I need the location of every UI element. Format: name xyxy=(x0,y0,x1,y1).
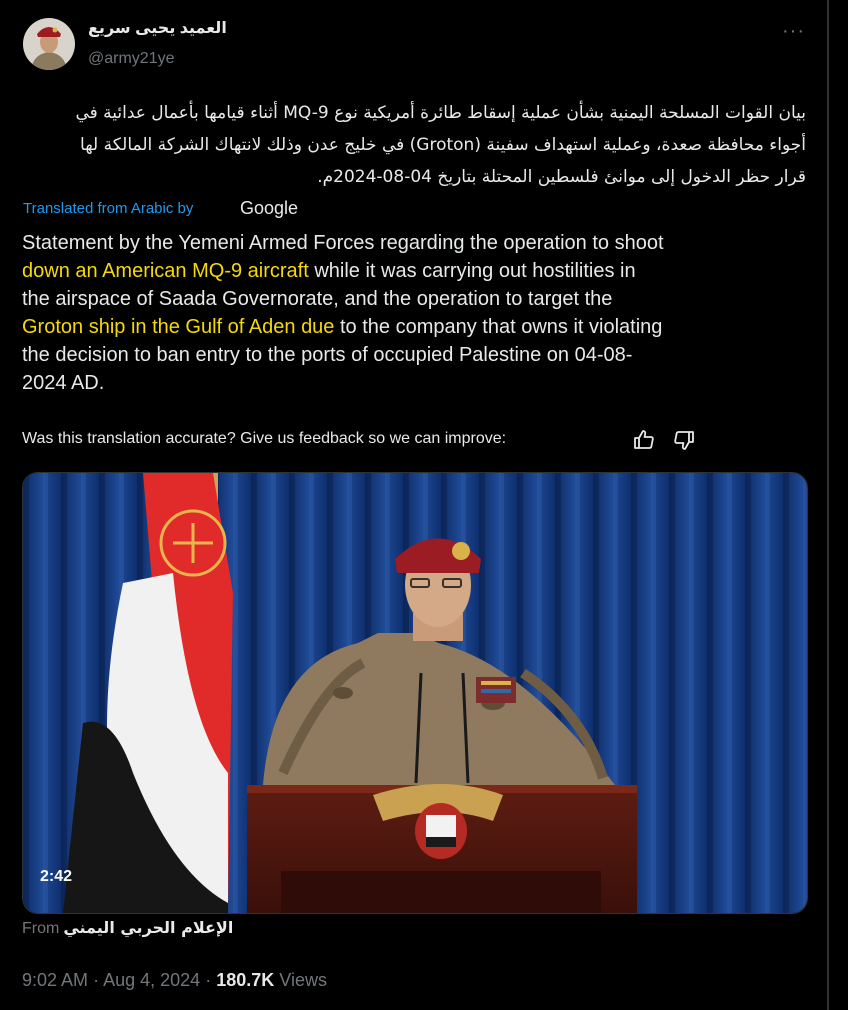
views-label: Views xyxy=(279,970,327,990)
translation-highlight: down an American MQ-9 aircraft xyxy=(22,260,309,282)
avatar[interactable] xyxy=(23,18,75,70)
translation-line: the airspace of Saada Governorate, and the operation to target the xyxy=(22,288,613,310)
translation-highlight: Groton ship in the Gulf of Aden due xyxy=(22,316,335,338)
translated-from-link[interactable]: Translated from Arabic by xyxy=(23,200,194,217)
timeline-border xyxy=(827,0,829,1010)
avatar-portrait xyxy=(23,18,75,70)
media-source[interactable]: الإعلام الحربي اليمني xyxy=(63,918,234,937)
author-display-name[interactable]: العميد يحيى سريع xyxy=(88,20,227,37)
original-line: بيان القوات المسلحة اليمنية بشأن عملية إسقاط طائرة أمريكية نوع MQ-9 أثناء قيامها بأعمال عدائية في xyxy=(75,103,806,123)
video-player[interactable] xyxy=(22,472,808,914)
thumbs-down-icon[interactable] xyxy=(672,428,696,452)
translation-line xyxy=(22,257,822,285)
video-duration: 2:42 xyxy=(40,868,73,885)
tweet-original-text xyxy=(30,97,806,193)
thumbs-up-icon[interactable] xyxy=(632,428,656,452)
translation-line: the decision to ban entry to the ports of occupied Palestine on 04-08- xyxy=(22,344,633,366)
views-count: 180.7K xyxy=(216,970,275,990)
translation-feedback-prompt: Was this translation accurate? Give us feedback so we can improve: xyxy=(22,430,507,447)
author-handle[interactable]: @army21ye xyxy=(88,50,175,67)
translation-fragment: to the company that owns it violating xyxy=(334,316,663,338)
video-thumbnail xyxy=(23,473,807,913)
original-line: أجواء محافظة صعدة، وعملية استهداف سفينة (Groton) في خليج عدن وذلك لانتهاك الشركة المالكة لها xyxy=(80,135,806,155)
tweet-date[interactable]: Aug 4, 2024 xyxy=(103,970,201,990)
translation-line: Statement by the Yemeni Armed Forces regarding the operation to shoot xyxy=(22,232,664,254)
more-options-icon[interactable]: ··· xyxy=(782,20,805,42)
tweet-meta xyxy=(22,970,327,991)
podium xyxy=(247,784,637,913)
translated-text xyxy=(22,229,822,397)
meta-separator: · xyxy=(205,970,212,990)
translation-line: 2024 AD. xyxy=(22,372,105,394)
tweet-time[interactable]: 9:02 AM xyxy=(22,970,89,990)
translator-name: Google xyxy=(240,198,299,218)
translation-line xyxy=(22,313,822,341)
original-line: قرار حظر الدخول إلى موانئ فلسطين المحتلة بتاريخ 04-08-2024م. xyxy=(317,167,806,187)
from-label: From xyxy=(22,920,60,937)
media-attribution xyxy=(22,918,233,938)
meta-separator: · xyxy=(93,970,100,990)
translation-fragment: while it was carrying out hostilities in xyxy=(308,260,636,282)
